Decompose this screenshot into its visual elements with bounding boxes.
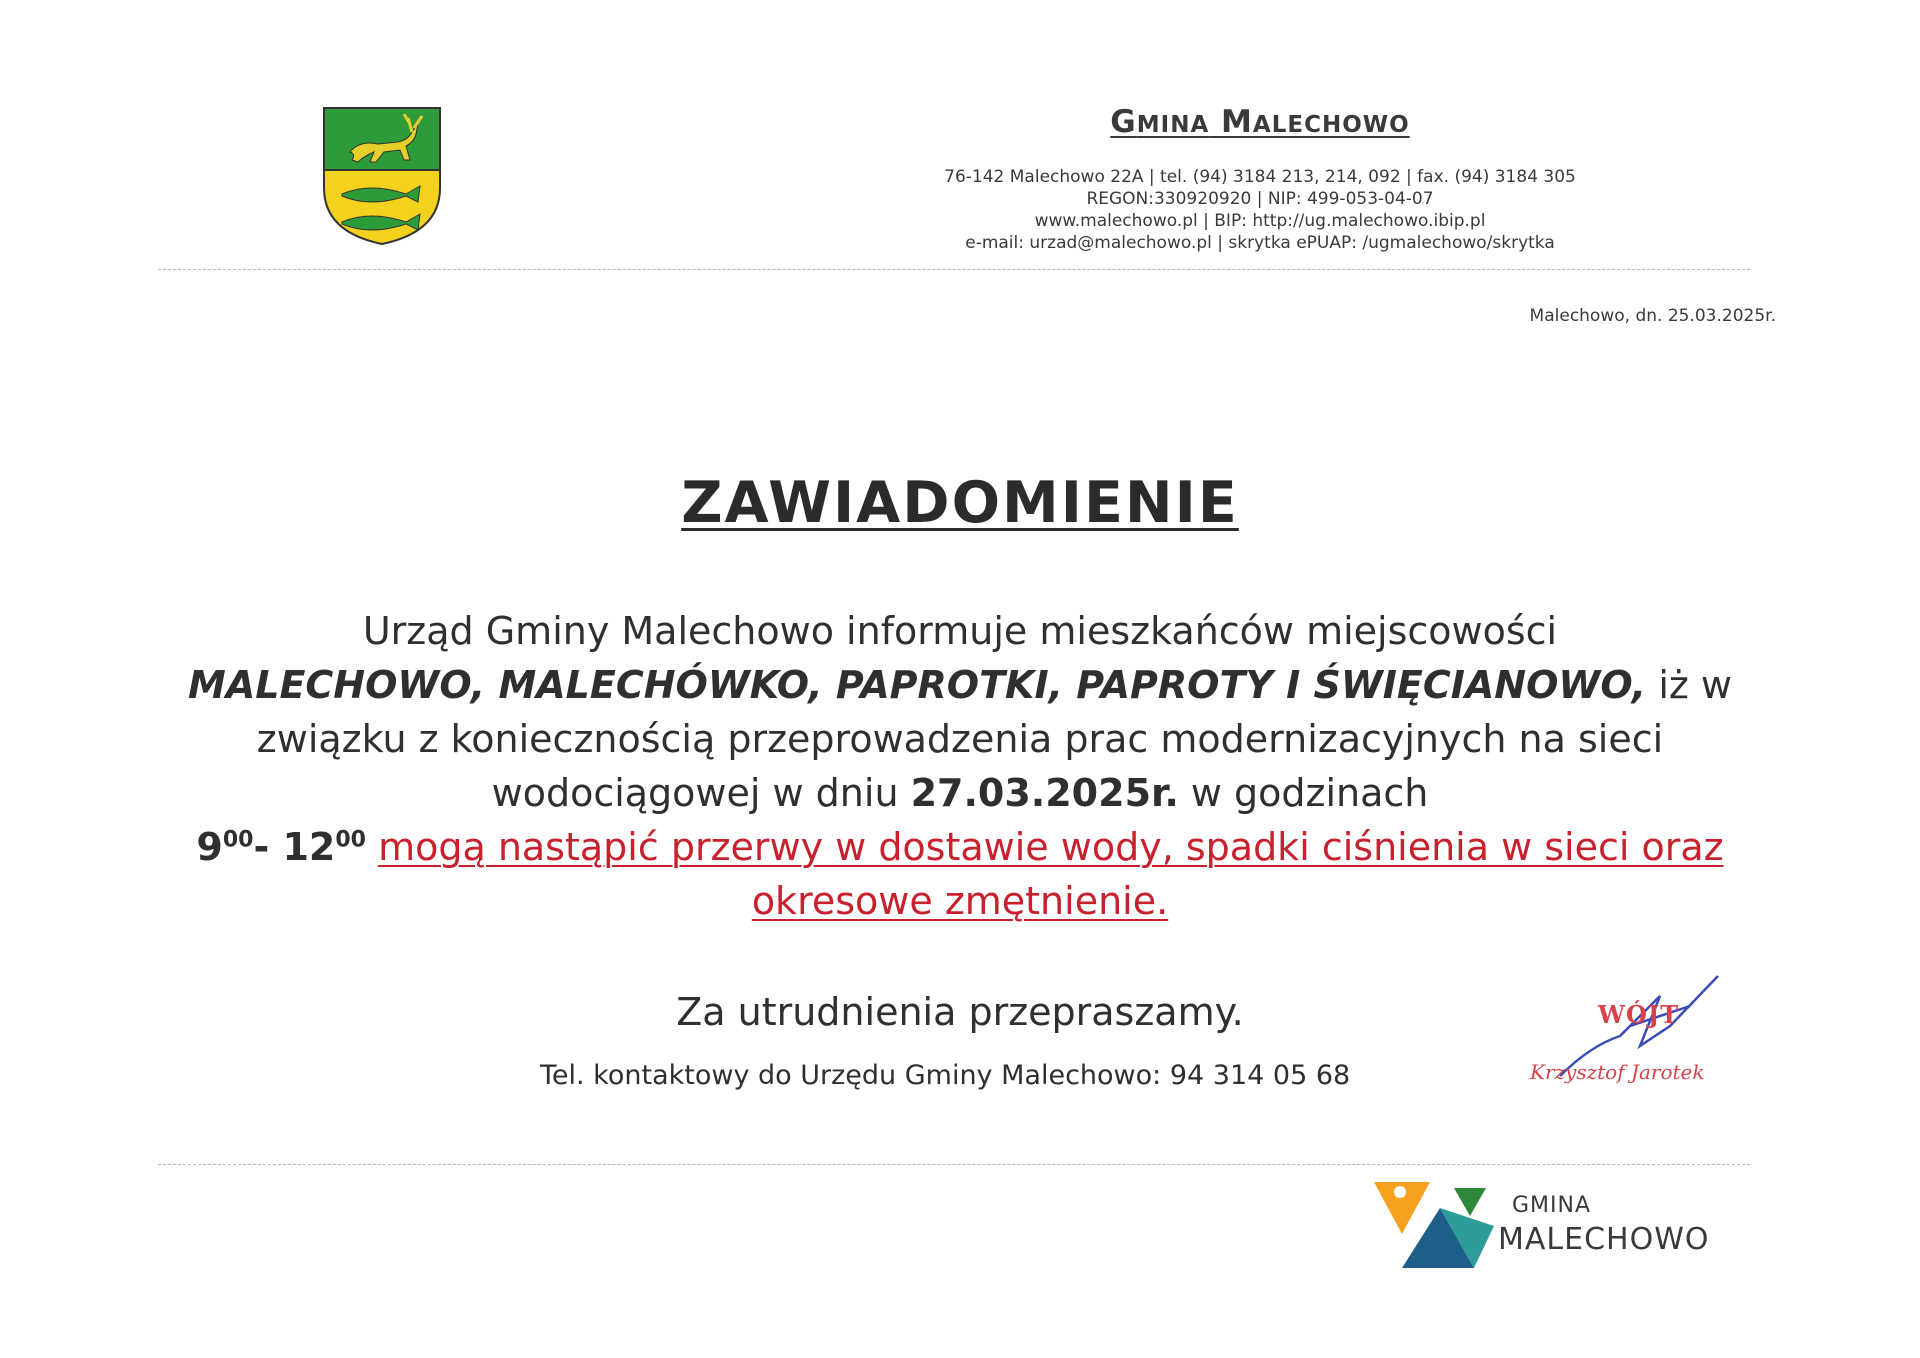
contact-regon-line: REGON:330920920 | NIP: 499-053-04-07 xyxy=(1086,189,1434,209)
apology-text: Za utrudnienia przepraszamy. xyxy=(676,990,1244,1034)
notice-mid: iż w związku z koniecznością przeprowadzenia prac modernizacyjnych na sieci wodociągowej w dniu xyxy=(256,663,1732,815)
notice-intro: Urząd Gminy Malechowo informuje mieszkańców miejscowości xyxy=(362,609,1558,653)
notice-hours: $9^{00}-$ $12^{00}$ xyxy=(196,825,366,869)
header-divider xyxy=(158,269,1750,270)
notice-hours-lead: w godzinach xyxy=(1178,771,1429,815)
document-heading: ZAWIADOMIENIE xyxy=(681,470,1239,536)
notice-body xyxy=(150,604,1770,928)
coat-of-arms-icon xyxy=(320,104,444,248)
notice-towns: MALECHOWO, MALECHÓWKO, PAPROTKI, PAPROTY I ŚWIĘCIANOWO, xyxy=(188,663,1647,707)
signature-name: Krzysztof Jarotek xyxy=(1530,1060,1705,1084)
contact-address-line: 76-142 Malechowo 22A | tel. (94) 3184 213, 214, 092 | fax. (94) 3184 305 xyxy=(944,167,1576,187)
organization-name: GMINA MALECHOWO xyxy=(1110,104,1410,140)
contact-info xyxy=(760,166,1760,254)
footer-divider xyxy=(158,1164,1750,1165)
notice-warning: mogą nastąpić przerwy w dostawie wody, spadki ciśnienia w sieci oraz okresowe zmętnienie. xyxy=(378,825,1724,923)
contact-web-line: www.malechowo.pl | BIP: http://ug.malechowo.ibip.pl xyxy=(1034,211,1486,231)
contact-phone: Tel. kontaktowy do Urzędu Gminy Malechowo: 94 314 05 68 xyxy=(540,1060,1351,1091)
contact-email-line: e-mail: urzad@malechowo.pl | skrytka ePUAP: /ugmalechowo/skrytka xyxy=(965,233,1555,253)
signature-scribble-icon xyxy=(1520,966,1740,1106)
document-date: Malechowo, dn. 25.03.2025r. xyxy=(1529,306,1776,326)
signature-title: WÓJT xyxy=(1598,1000,1680,1029)
footer-logo-word-malechowo: MALECHOWO xyxy=(1498,1222,1710,1257)
notice-work-date: 27.03.2025r. xyxy=(910,771,1179,815)
gmina-logo-icon xyxy=(1370,1178,1500,1274)
footer-logo-word-gmina: GMINA xyxy=(1512,1193,1592,1218)
